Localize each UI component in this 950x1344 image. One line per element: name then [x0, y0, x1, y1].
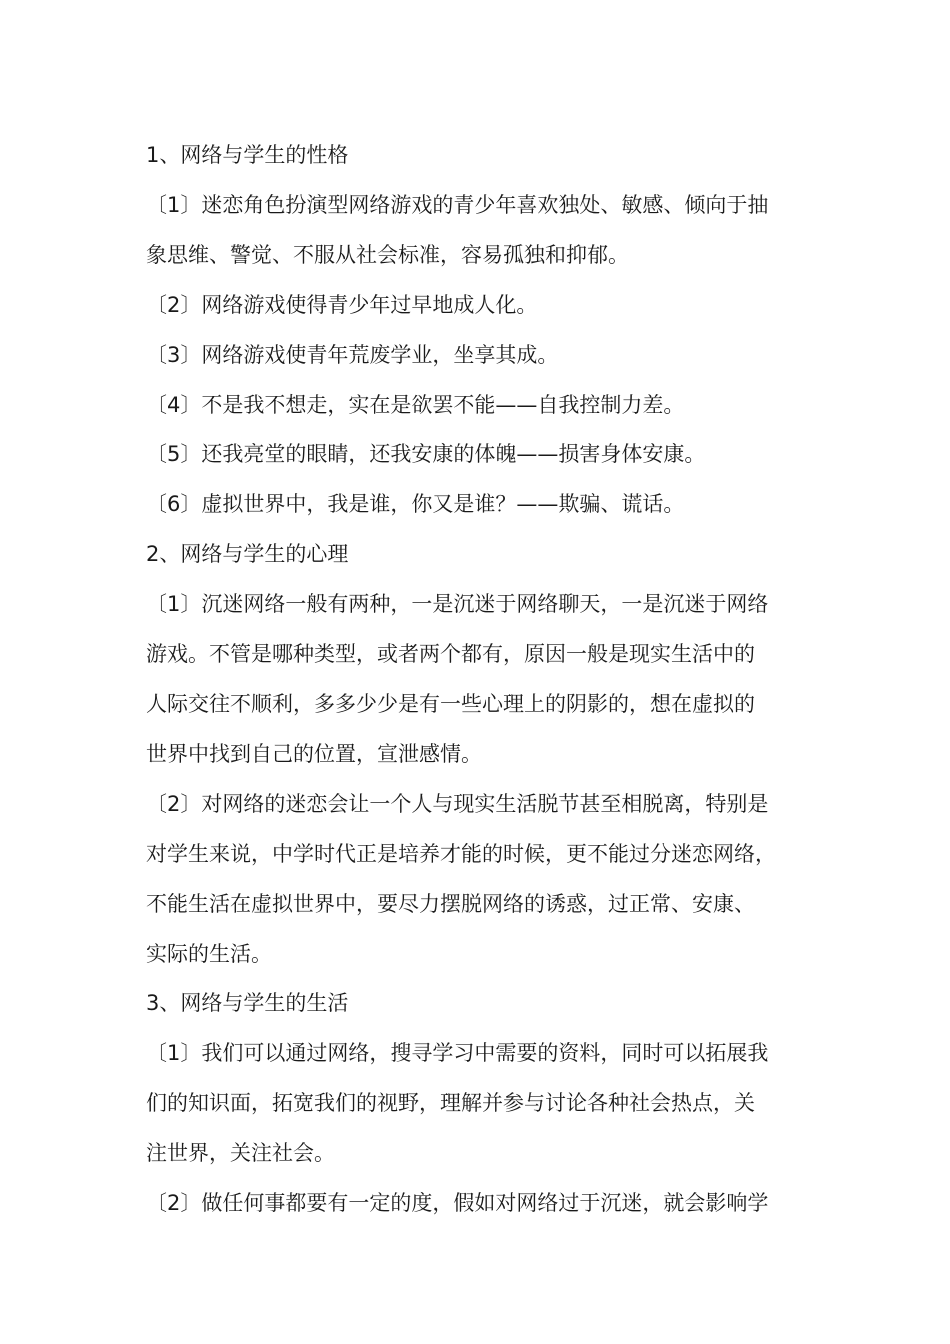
section-1-item-4	[146, 381, 826, 431]
text-line: 〔2〕网络游戏使得青少年过早地成人化。	[146, 292, 538, 317]
text-line: 〔2〕做任何事都要有一定的度，假如对网络过于沉迷，就会影响学	[146, 1191, 769, 1216]
text-line: 〔2〕对网络的迷恋会让一个人与现实生活脱节甚至相脱离，特别是	[146, 791, 769, 816]
section-1-item-5	[146, 430, 826, 480]
section-1-item-2	[146, 281, 826, 331]
section-1-heading: 1、网络与学生的性格	[146, 143, 349, 167]
text-line: 〔1〕沉迷网络一般有两种，一是沉迷于网络聊天，一是沉迷于网络	[146, 592, 769, 617]
section-3-item-1	[146, 1029, 826, 1179]
text-line: 实际的生活。	[146, 941, 272, 966]
section-1-item-1	[146, 181, 826, 281]
text-line: 对学生来说，中学时代正是培养才能的时候，更不能过分迷恋网络，	[146, 841, 776, 866]
text-line: 注世界，关注社会。	[146, 1141, 335, 1166]
text-line: 们的知识面，拓宽我们的视野，理解并参与讨论各种社会热点，关	[146, 1091, 755, 1116]
section-2-item-2	[146, 780, 826, 980]
text-line: 世界中找到自己的位置，宣泄感情。	[146, 741, 482, 766]
section-1-item-6	[146, 480, 826, 530]
section-3-item-2	[146, 1179, 826, 1229]
section-1-item-3	[146, 331, 826, 381]
text-line: 〔1〕迷恋角色扮演型网络游戏的青少年喜欢独处、敏感、倾向于抽	[146, 192, 769, 217]
text-line: 〔4〕不是我不想走，实在是欲罢不能——自我控制力差。	[146, 392, 685, 417]
text-line: 不能生活在虚拟世界中，要尽力摆脱网络的诱惑，过正常、安康、	[146, 891, 755, 916]
section-2-heading: 2、网络与学生的心理	[146, 542, 349, 567]
text-line: 人际交往不顺利，多多少少是有一些心理上的阴影的，想在虚拟的	[146, 691, 755, 716]
text-line: 〔3〕网络游戏使青年荒废学业，坐享其成。	[146, 342, 559, 367]
text-line: 〔6〕虚拟世界中，我是谁，你又是谁？——欺骗、谎话。	[146, 492, 685, 517]
section-2-item-1	[146, 580, 826, 780]
text-line: 〔5〕还我亮堂的眼睛，还我安康的体魄——损害身体安康。	[146, 442, 706, 467]
text-line: 〔1〕我们可以通过网络，搜寻学习中需要的资料，同时可以拓展我	[146, 1041, 769, 1066]
document-body	[146, 131, 826, 1229]
section-3-heading: 3、网络与学生的生活	[146, 991, 349, 1016]
text-line: 象思维、警觉、不服从社会标准，容易孤独和抑郁。	[146, 242, 629, 267]
text-line: 游戏。不管是哪种类型，或者两个都有，原因一般是现实生活中的	[146, 642, 755, 667]
